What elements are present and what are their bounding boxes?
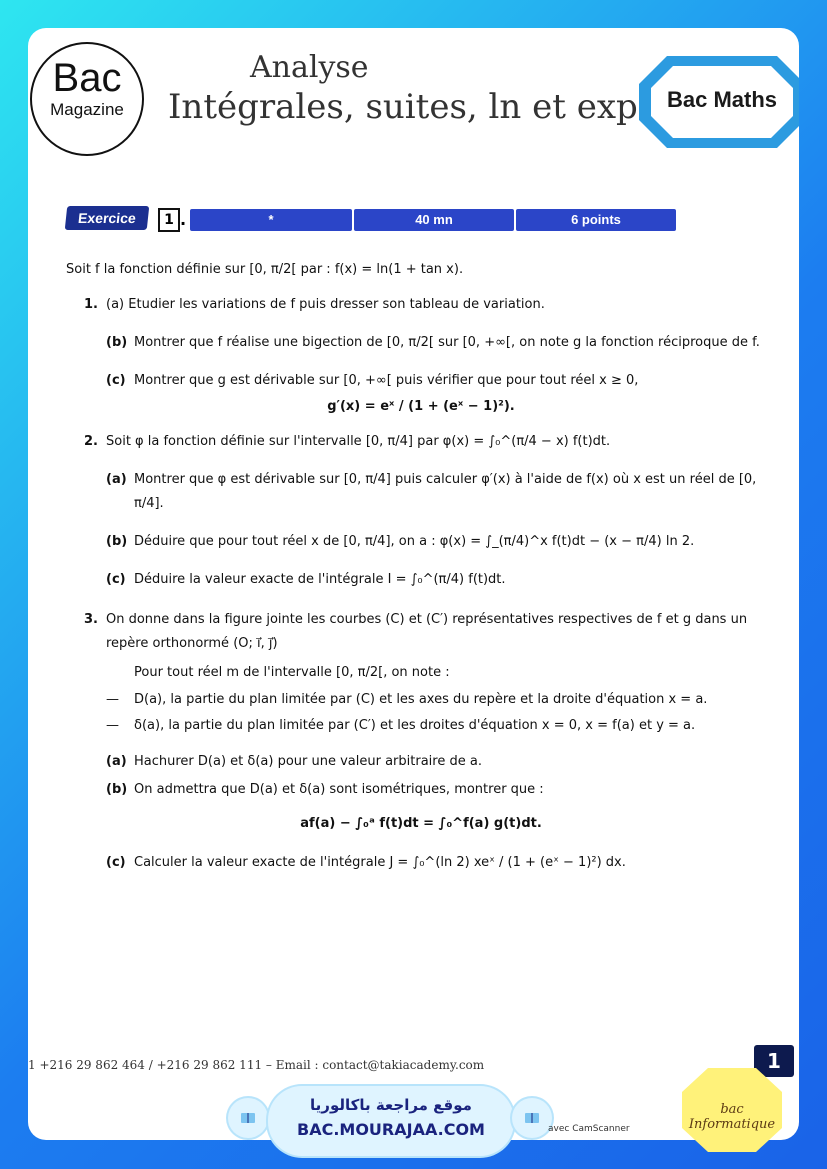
question-1c xyxy=(66,369,776,393)
exercise-difficulty: * xyxy=(190,209,352,231)
exercise-dot: . xyxy=(180,210,187,229)
document-page xyxy=(28,28,799,1140)
site-url[interactable]: BAC.MOURAJAA.COM xyxy=(297,1120,485,1139)
question-1b-label: (b) xyxy=(106,335,128,350)
question-1c-label: (c) xyxy=(106,373,126,388)
question-2b-text: Déduire que pour tout réel x de [0, π/4], on a : φ(x) = ∫_(π/4)^x f(t)dt − (x − π/4) ln 2. xyxy=(134,534,695,549)
badge-label: Bac Maths xyxy=(666,87,778,112)
bac-informatique-label: bac Informatique xyxy=(688,1102,776,1132)
exercise-content xyxy=(66,250,776,875)
question-3b-label: (b) xyxy=(106,782,128,797)
dash-marker: — xyxy=(106,718,119,733)
question-3a-label: (a) xyxy=(106,754,127,769)
question-3c-text: Calculer la valeur exacte de l'intégrale J = ∫₀^(ln 2) xeˣ / (1 + (eˣ − 1)²) dx. xyxy=(134,855,626,870)
question-2a xyxy=(66,468,776,516)
page-title xyxy=(168,50,638,127)
title-line1: Analyse xyxy=(250,50,369,85)
bac-informatique-badge xyxy=(680,1066,784,1154)
question-2b-label: (b) xyxy=(106,534,128,549)
book-icon xyxy=(523,1109,541,1127)
exercise-number: 1 xyxy=(158,208,180,232)
question-3c xyxy=(66,851,776,875)
site-arabic[interactable]: موقع مراجعة باكالوريا xyxy=(310,1096,472,1114)
question-2c-label: (c) xyxy=(106,572,126,587)
footer-contact: 1 +216 29 862 464 / +216 29 862 111 – Email : contact@takiacademy.com xyxy=(28,1058,485,1072)
question-1c-text: Montrer que g est dérivable sur [0, +∞[ puis vérifier que pour tout réel x ≥ 0, xyxy=(134,373,639,388)
question-3a-text: Hachurer D(a) et δ(a) pour une valeur arbitraire de a. xyxy=(134,754,482,769)
scanner-credit: avec CamScanner xyxy=(548,1124,630,1134)
problem-intro: Soit f la fonction définie sur [0, π/2[ par : f(x) = ln(1 + tan x). xyxy=(66,262,464,277)
dash-marker: — xyxy=(106,692,119,707)
question-2c-text: Déduire la valeur exacte de l'intégrale I = ∫₀^(π/4) f(t)dt. xyxy=(134,572,506,587)
question-2-text: Soit φ la fonction définie sur l'intervalle [0, π/4] par φ(x) = ∫₀^(π/4 − x) f(t)dt. xyxy=(106,434,611,449)
right-mini-logo xyxy=(512,1098,552,1138)
question-1a-label: (a) xyxy=(106,297,125,312)
question-1b-text: Montrer que f réalise une bigection de [0, π/2[ sur [0, +∞[, on note g la fonction réciproque de f. xyxy=(134,335,760,350)
question-3b-text: On admettra que D(a) et δ(a) sont isométriques, montrer que : xyxy=(134,782,544,797)
title-line2: Intégrales, suites, ln et exp xyxy=(168,87,638,127)
question-1-number: 1. xyxy=(84,297,98,312)
logo-line1: Bac xyxy=(52,56,122,100)
question-3c-label: (c) xyxy=(106,855,126,870)
bac-magazine-logo xyxy=(30,42,144,156)
formula-g-prime: g′(x) = eˣ / (1 + (eˣ − 1)²). xyxy=(327,399,515,414)
formula-isometric: af(a) − ∫₀ᵃ f(t)dt = ∫₀^f(a) g(t)dt. xyxy=(300,816,542,831)
exercise-duration: 40 mn xyxy=(354,209,514,231)
question-2 xyxy=(66,430,776,454)
exercise-header xyxy=(66,206,686,234)
site-link-pill[interactable] xyxy=(268,1086,514,1156)
logo-line2: Magazine xyxy=(50,100,124,119)
question-3-dash2 xyxy=(66,716,776,736)
question-3-line2: Pour tout réel m de l'intervalle [0, π/2[, on note : xyxy=(134,665,450,680)
question-1a xyxy=(66,293,776,317)
question-3 xyxy=(66,608,776,656)
exercise-label: Exercice xyxy=(65,206,150,230)
left-mini-logo xyxy=(228,1098,268,1138)
question-3-dash2-text: δ(a), la partie du plan limitée par (C′) et les droites d'équation x = 0, x = f(a) et y = a. xyxy=(134,718,696,733)
question-3-text: On donne dans la figure jointe les courbes (C) et (C′) représentatives respectives de f et g dans un repère orthonormé (O; i⃗, j⃗) xyxy=(106,612,748,651)
question-2-number: 2. xyxy=(84,434,98,449)
bac-maths-badge xyxy=(627,50,799,152)
book-icon xyxy=(239,1109,257,1127)
exercise-points: 6 points xyxy=(516,209,676,231)
question-3-number: 3. xyxy=(84,612,98,627)
question-1b xyxy=(66,331,776,355)
question-2b xyxy=(66,530,776,554)
question-3a xyxy=(66,750,776,774)
question-2a-text: Montrer que φ est dérivable sur [0, π/4] puis calculer φ′(x) à l'aide de f(x) où x est un réel de [0, π/4]. xyxy=(134,472,757,511)
question-2c xyxy=(66,568,776,592)
question-3-dash1 xyxy=(66,690,776,710)
question-3b xyxy=(66,778,776,802)
question-3-dash1-text: D(a), la partie du plan limitée par (C) et les axes du repère et la droite d'équation x = a. xyxy=(134,692,708,707)
question-2a-label: (a) xyxy=(106,472,127,487)
page-number: 1 xyxy=(754,1045,794,1077)
question-1a-text: Etudier les variations de f puis dresser son tableau de variation. xyxy=(128,297,545,312)
